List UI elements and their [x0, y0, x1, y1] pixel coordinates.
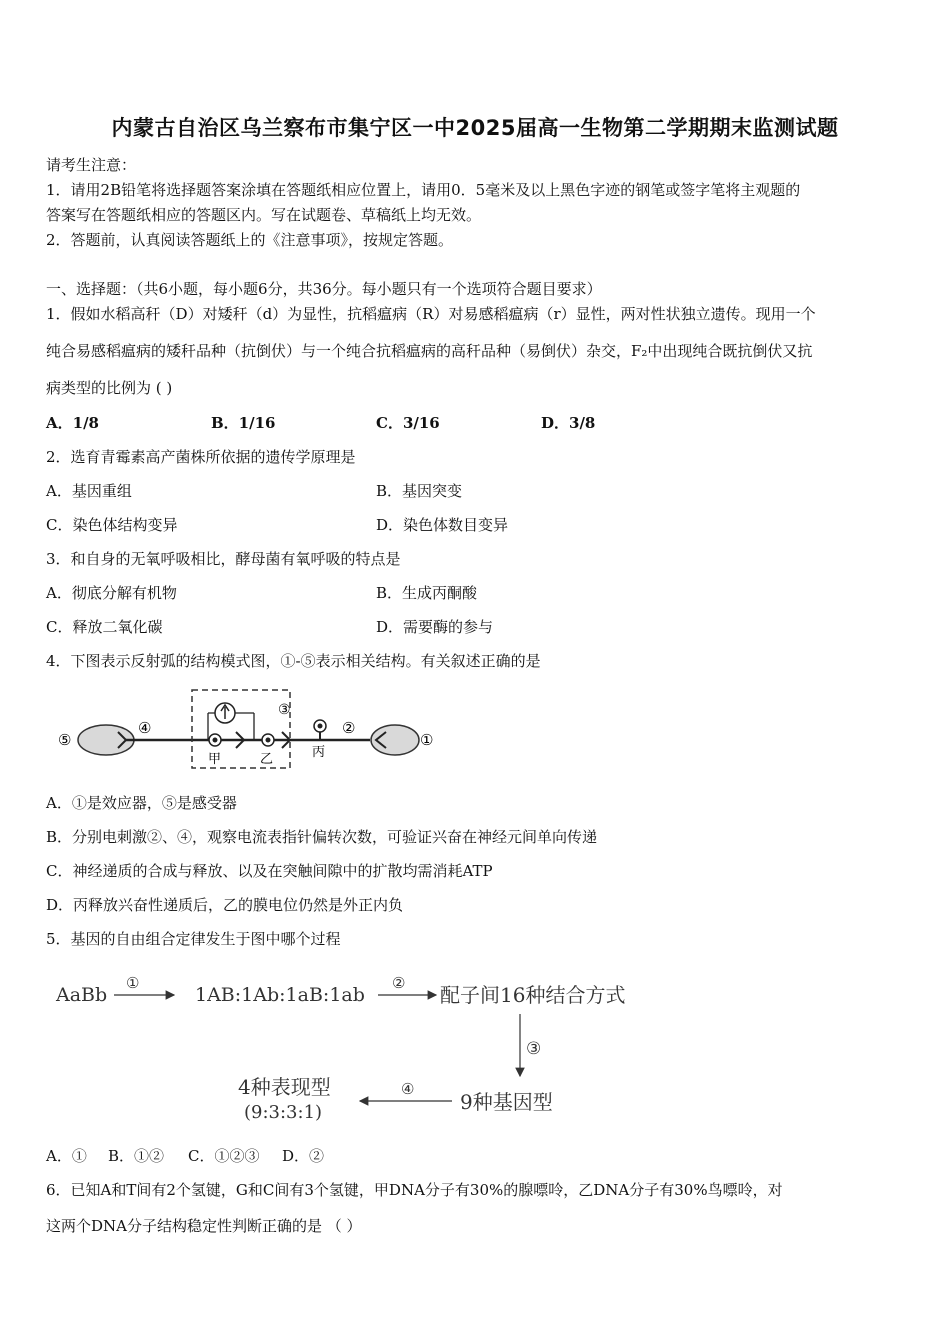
step-1: ①: [126, 974, 140, 992]
q2-option-c[interactable]: C．染色体结构变异: [46, 516, 178, 534]
notice-item2: 2．答题前，认真阅读答题纸上的《注意事项》，按规定答题。: [46, 231, 454, 249]
section-heading: 一、选择题：（共6小题，每小题6分，共36分。每小题只有一个选项符合题目要求）: [46, 280, 602, 298]
q2-option-d[interactable]: D．染色体数目变异: [376, 516, 509, 534]
q4-option-b[interactable]: B．分别电刺激②、④，观察电流表指针偏转次数，可验证兴奋在神经元间单向传递: [46, 828, 598, 846]
q1-option-c[interactable]: C．3/16: [376, 414, 440, 432]
reflex-arc-diagram: [50, 688, 450, 778]
label-5: ⑤: [58, 731, 72, 749]
step-2: ②: [392, 974, 406, 992]
q5-stem: 5．基因的自由组合定律发生于图中哪个过程: [46, 930, 341, 948]
q4-option-a[interactable]: A．①是效应器，⑤是感受器: [46, 794, 237, 812]
dashed-box: [192, 690, 290, 768]
q5-option-a[interactable]: A．①: [46, 1147, 87, 1165]
label-4: ④: [138, 719, 152, 737]
label-1: ①: [420, 731, 434, 749]
page-title: 内蒙古自治区乌兰察布市集宁区一中2025届高一生物第二学期期末监测试题: [111, 116, 839, 140]
effector-right-oval: [371, 725, 419, 755]
q5-option-c[interactable]: C．①②③: [188, 1147, 260, 1165]
label-3: ③: [278, 702, 291, 718]
q1-stem-line3: 病类型的比例为 ( ): [46, 379, 173, 397]
q3-option-d[interactable]: D．需要酶的参与: [376, 618, 494, 636]
label-combos: 配子间16种结合方式: [440, 983, 626, 1007]
q1-option-a[interactable]: A．1/8: [46, 414, 99, 432]
label-bing: 丙: [312, 745, 326, 760]
label-2: ②: [342, 719, 356, 737]
q3-option-c[interactable]: C．释放二氧化碳: [46, 618, 163, 636]
q5-option-b[interactable]: B．①②: [108, 1147, 165, 1165]
q3-option-b[interactable]: B．生成丙酮酸: [376, 584, 478, 602]
step-3: ③: [526, 1039, 542, 1059]
q4-option-d[interactable]: D．丙释放兴奋性递质后，乙的膜电位仍然是外正内负: [46, 896, 404, 914]
q6-stem-line1: 6．已知A和T间有2个氢键，G和C间有3个氢键，甲DNA分子有30%的腺嘌呤，乙DNA分子有30%鸟嘌呤，对: [46, 1181, 783, 1199]
q3-stem: 3．和自身的无氧呼吸相比，酵母菌有氧呼吸的特点是: [46, 550, 401, 568]
q6-stem-line2: 这两个DNA分子结构稳定性判断正确的是 （ ）: [46, 1217, 362, 1235]
label-gametes: 1AB:1Ab:1aB:1ab: [195, 984, 365, 1006]
label-phenotypes: 4种表现型: [238, 1075, 331, 1099]
q2-option-a[interactable]: A．基因重组: [46, 482, 132, 500]
q4-stem: 4．下图表示反射弧的结构模式图，①-⑤表示相关结构。有关叙述正确的是: [46, 652, 541, 670]
notice-item1-line1: 1．请用2B铅笔将选择题答案涂填在答题纸相应位置上，请用0．5毫米及以上黑色字迹的钢笔或签字笔将主观题的: [46, 181, 801, 199]
label-genotypes: 9种基因型: [460, 1090, 553, 1114]
q1-option-b[interactable]: B．1/16: [211, 414, 276, 432]
q1-stem-line2: 纯合易感稻瘟病的矮秆品种（抗倒伏）与一个纯合抗稻瘟病的高秆品种（易倒伏）杂交，F₂中出现纯合既抗倒伏又抗: [46, 342, 813, 360]
label-ratio: (9:3:3:1): [244, 1102, 323, 1123]
q5-option-d[interactable]: D．②: [282, 1147, 325, 1165]
label-aabb: AaBb: [56, 984, 108, 1006]
q1-stem-line1: 1．假如水稻高秆（D）对矮秆（d）为显性，抗稻瘟病（R）对易感稻瘟病（r）显性，两对性状独立遗传。现用一个: [46, 305, 816, 323]
notice-item1-line2: 答案写在答题纸相应的答题区内。写在试题卷、草稿纸上均无效。: [46, 206, 482, 224]
label-jia: 甲: [208, 752, 222, 767]
label-yi: 乙: [260, 752, 274, 767]
q2-stem: 2．选育青霉素高产菌株所依据的遗传学原理是: [46, 448, 356, 466]
q1-option-d[interactable]: D．3/8: [541, 414, 596, 432]
q3-option-a[interactable]: A．彻底分解有机物: [46, 584, 177, 602]
free-combination-diagram: [50, 966, 670, 1126]
notice-heading: 请考生注意：: [46, 156, 137, 174]
q2-option-b[interactable]: B．基因突变: [376, 482, 463, 500]
step-4: ④: [401, 1080, 415, 1098]
q4-option-c[interactable]: C．神经递质的合成与释放、以及在突触间隙中的扩散均需消耗ATP: [46, 862, 493, 880]
